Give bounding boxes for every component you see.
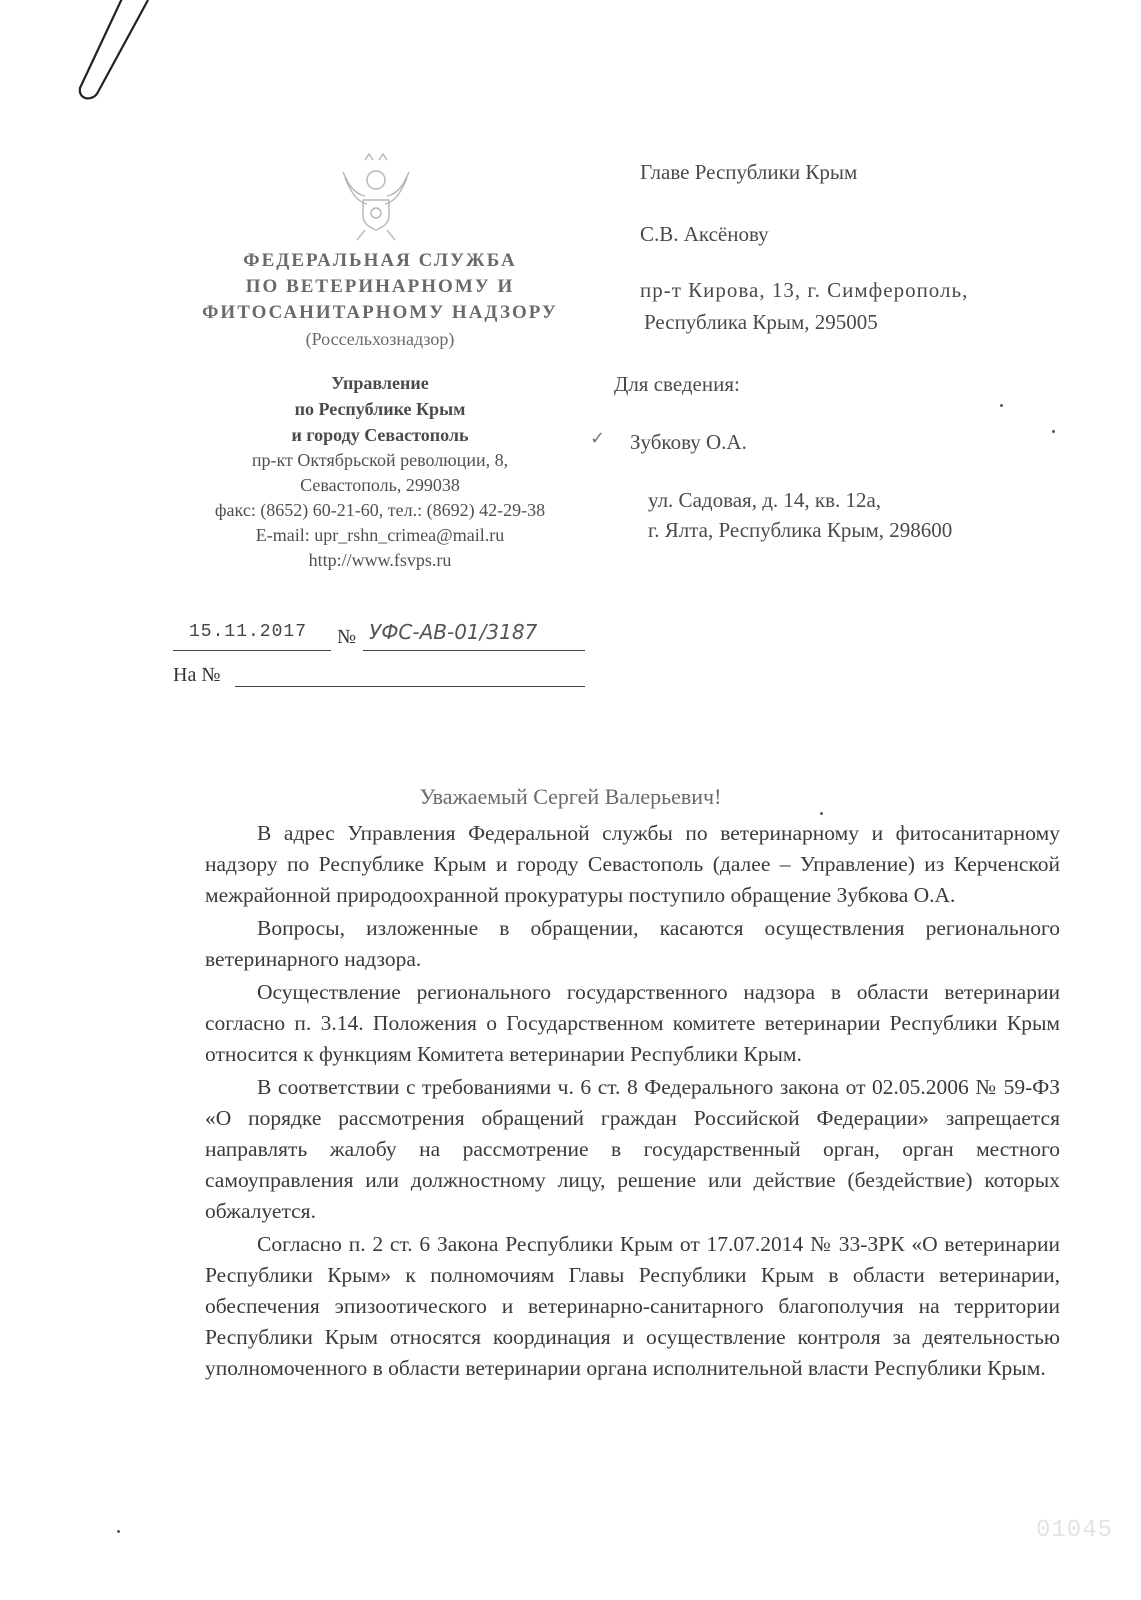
sender-title-line3: ФИТОСАНИТАРНОМУ НАДЗОРУ (202, 302, 558, 323)
page-stamp-number: 01045 (1036, 1517, 1114, 1544)
sender-address-line1: пр-кт Октябрьской революции, 8, (251, 450, 509, 470)
number-field (363, 622, 585, 651)
body-paragraph-3: Осуществление регионального государственного надзора в области ветеринарии согласно п. 3.14. Положения о Государственном комитете ветеринарии Республики Крым относится к функциям Комитета ветеринарии Республики Крым. (205, 980, 1060, 1066)
salutation: Уважаемый Сергей Валерьевич! (419, 784, 722, 809)
sender-website: http://www.fsvps.ru (308, 550, 452, 570)
dept-line2: по Республике Крым (294, 399, 466, 419)
scan-speck (117, 1530, 120, 1533)
sender-phones: факс: (8652) 60-21-60, тел.: (8692) 42-29-38 (214, 500, 546, 520)
body-paragraph-4: В соответствии с требованиями ч. 6 ст. 8 Федерального закона от 02.05.2006 № 59-ФЗ «О порядке рассмотрения обращений граждан Российской Федерации» запрещается направлять жалобу на рассмотрение в государственный орган, орган местного самоуправления или должностному лицу, решение или действие (бездействие) которых обжалуется. (205, 1075, 1060, 1223)
sender-email: E-mail: upr_rshn_crimea@mail.ru (255, 525, 505, 545)
addressee-address-line1: пр-т Кирова, 13, г. Симферополь, (640, 278, 969, 302)
number-label: № (337, 626, 357, 648)
registration-date: 15.11.2017 (189, 622, 308, 642)
reply-to-line (173, 660, 593, 690)
addressee-name: С.В. Аксёнову (640, 222, 769, 246)
cc-name: Зубкову О.А. (630, 430, 747, 454)
reply-to-label: На № (173, 664, 221, 686)
registration-number: УФС-АВ-01/3187 (369, 620, 538, 644)
cc-address-line1: ул. Садовая, д. 14, кв. 12а, (648, 488, 882, 512)
registration-line (173, 622, 593, 652)
cc-label: Для сведения: (614, 372, 740, 396)
body-paragraph-2: Вопросы, изложенные в обращении, касаются осуществления регионального ветеринарного надзора. (205, 916, 1060, 971)
body-paragraph-5: Согласно п. 2 ст. 6 Закона Республики Крым от 17.07.2014 № 33-ЗРК «О ветеринарии Республики Крым» к полномочиям Главы Республики Крым в области ветеринарии, обеспечения эпизоотического и ветеринарно-санитарного благополучия на территории Республики Крым относятся координация и осуществление контроля за деятельностью уполномоченного в области ветеринарии органа исполнительной власти Республики Крым. (205, 1232, 1060, 1380)
sender-title-line1: ФЕДЕРАЛЬНАЯ СЛУЖБА (243, 250, 517, 271)
sender-block (160, 248, 600, 573)
coat-of-arms-icon (335, 150, 417, 242)
body-paragraph-1: В адрес Управления Федеральной службы по ветеринарному и фитосанитарному надзору по Республике Крым и городу Севастополь (далее – Управление) из Керченской межрайонной природоохранной прокуратуры поступило обращение Зубкова О.А. (205, 821, 1060, 907)
cc-address-line2: г. Ялта, Республика Крым, 298600 (648, 518, 953, 542)
scan-speck (820, 812, 823, 815)
scan-speck (1000, 404, 1003, 407)
reply-to-field (235, 660, 585, 687)
sender-short-name: (Россельхознадзор) (305, 329, 455, 349)
sender-address-line2: Севастополь, 299038 (300, 475, 460, 495)
addressee-title: Главе Республики Крым (640, 160, 858, 184)
checkmark-icon: ✓ (590, 428, 606, 449)
dept-line3: и городу Севастополь (291, 425, 469, 445)
scan-speck (1052, 430, 1055, 433)
date-field (173, 622, 331, 651)
sender-title-line2: ПО ВЕТЕРИНАРНОМУ И (245, 276, 515, 297)
addressee-address-line2: Республика Крым, 295005 (644, 310, 878, 334)
letter-body (205, 818, 1060, 1384)
paperclip-icon (68, 0, 158, 110)
dept-line1: Управление (331, 373, 429, 393)
